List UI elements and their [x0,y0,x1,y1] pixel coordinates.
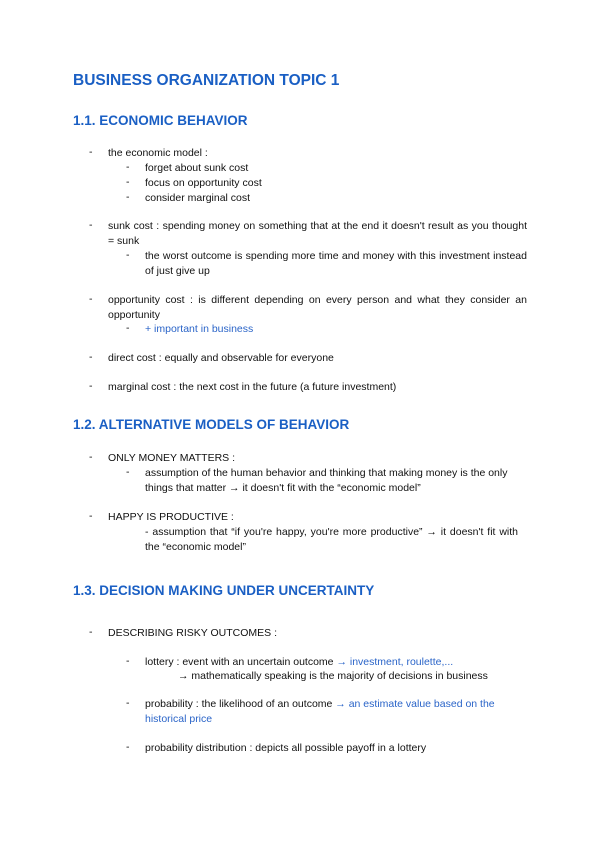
list-subitem: focus on opportunity cost [145,177,262,189]
section-heading-1-1: 1.1. ECONOMIC BEHAVIOR [73,113,248,128]
bullet-dash: - [89,293,93,305]
bullet-dash: - [126,741,130,753]
list-subitem-sunk-cost: the worst outcome is spending more time and money with this investment instead of just give up [145,250,527,277]
bullet-dash: - [126,176,130,188]
bullet-dash: - [89,219,93,231]
list-subitem: consider marginal cost [145,192,251,204]
list-subitem-important: + important in business [145,323,254,335]
document-title: BUSINESS ORGANIZATION TOPIC 1 [73,72,340,89]
section-heading-1-3: 1.3. DECISION MAKING UNDER UNCERTAINTY [73,583,375,598]
list-item-sunk-cost: sunk cost : spending money on something that at the end it doesn't result as you thought = sunk [108,220,527,247]
bullet-dash: - [126,161,130,173]
bullet-dash: - [126,466,130,478]
probability-text: probability : the likelihood of an outcome [145,698,336,710]
list-subitem: forget about sunk cost [145,162,249,174]
lottery-note: → mathematically speaking is the majority of decisions in business [178,670,488,682]
list-item-happy-productive: HAPPY IS PRODUCTIVE : [108,511,234,523]
list-subitem-only-money: assumption of the human behavior and thinking that making money is the only things that matter → it doesn't fit with the “economic model” [145,467,508,494]
bullet-dash: - [89,351,93,363]
list-subitem-probability-distribution: probability distribution : depicts all possible payoff in a lottery [145,742,427,754]
bullet-dash: - [89,510,93,522]
lottery-example: → investment, roulette,... [336,656,454,668]
bullet-dash: - [89,451,93,463]
bullet-dash: - [126,697,130,709]
bullet-dash: - [126,191,130,203]
probability-example: → an estimate value based on the historical price [145,698,495,725]
bullet-dash: - [126,322,130,334]
list-subitem-lottery [145,655,453,670]
bullet-dash: - [89,626,93,638]
list-item-direct-cost: direct cost : equally and observable for everyone [108,352,334,364]
list-subitem-probability [145,697,530,727]
bullet-dash: - [126,655,130,667]
list-item-risky-outcomes: DESCRIBING RISKY OUTCOMES : [108,627,277,639]
list-subitem-happy-productive: - assumption that “if you're happy, you're more productive” → it doesn't fit with the “economic model” [145,526,518,553]
list-item-economic-model: the economic model : [108,147,208,159]
bullet-dash: - [89,380,93,392]
bullet-dash: - [126,249,130,261]
list-item-only-money: ONLY MONEY MATTERS : [108,452,235,464]
lottery-text: lottery : event with an uncertain outcome [145,656,337,668]
list-item-marginal-cost: marginal cost : the next cost in the future (a future investment) [108,381,397,393]
section-heading-1-2: 1.2. ALTERNATIVE MODELS OF BEHAVIOR [73,417,350,432]
bullet-dash: - [89,146,93,158]
list-item-opportunity-cost: opportunity cost : is different depending on every person and what they consider an opportunity [108,294,527,321]
